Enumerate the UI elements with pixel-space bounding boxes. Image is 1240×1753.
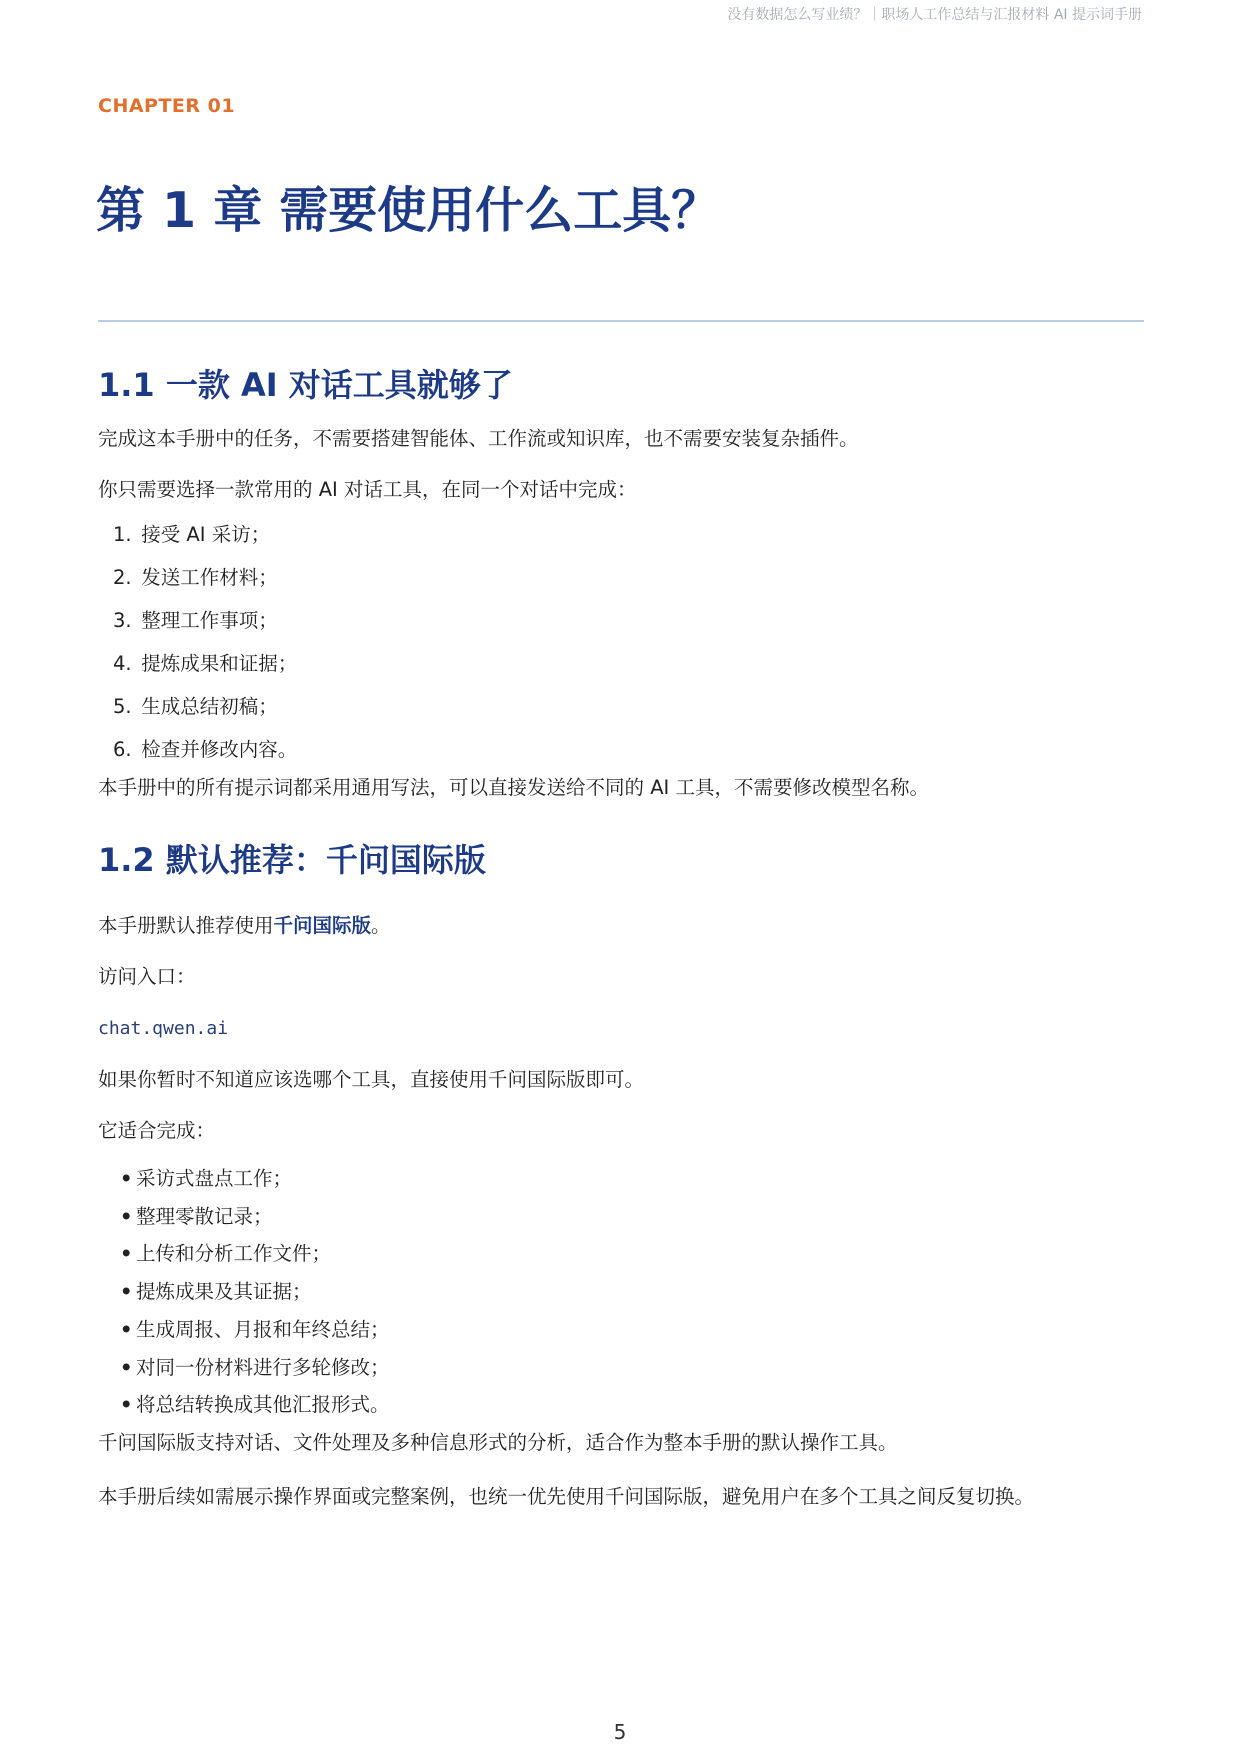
use-case-text: 生成周报、月报和年终总结；: [136, 1317, 390, 1341]
bullet-icon: •: [120, 1317, 133, 1341]
access-url: chat.qwen.ai: [98, 1018, 229, 1039]
use-cases-list: [98, 1160, 1144, 1424]
use-case-text: 将总结转换成其他汇报形式。: [136, 1393, 390, 1417]
bullet-icon: •: [120, 1355, 133, 1379]
recommend-suffix: 。: [371, 914, 391, 937]
page-number: 5: [613, 1720, 627, 1744]
paragraph-choose-tool: 你只需要选择一款常用的 AI 对话工具，在同一个对话中完成：: [98, 478, 637, 501]
step-text: 接受 AI 采访；: [141, 523, 271, 546]
section-heading-1-1: 1.1 一款 AI 对话工具就够了: [98, 366, 513, 404]
list-item: [98, 1349, 1144, 1387]
list-item: [98, 1198, 1144, 1236]
step-number: 1.: [113, 523, 132, 546]
steps-list: [98, 516, 1144, 769]
recommended-tool-name: 千问国际版: [273, 914, 372, 937]
list-item: [98, 1160, 1144, 1198]
step-number: 5.: [113, 695, 132, 718]
list-item: [98, 602, 1144, 640]
access-label: 访问入口：: [98, 965, 196, 988]
step-number: 4.: [113, 652, 132, 675]
page-content: [98, 360, 1144, 1519]
chapter-title: 第 1 章 需要使用什么工具？: [96, 182, 721, 239]
bullet-icon: •: [120, 1280, 133, 1304]
list-item: [98, 731, 1144, 769]
section-divider: [98, 320, 1144, 322]
use-case-text: 整理零散记录；: [136, 1204, 273, 1228]
use-case-text: 提炼成果及其证据；: [136, 1280, 312, 1304]
paragraph-unified-tool: 本手册后续如需展示操作界面或完整案例，也统一优先使用千问国际版，避免用户在多个工具之间反复切换。: [98, 1484, 1035, 1508]
access-url-line: [98, 1009, 1144, 1048]
recommend-prefix: 本手册默认推荐使用: [98, 914, 274, 937]
step-text: 检查并修改内容。: [141, 738, 298, 761]
step-number: 6.: [113, 738, 132, 761]
suitable-label: 它适合完成：: [98, 1119, 216, 1142]
step-number: 2.: [113, 566, 132, 589]
use-case-text: 采访式盘点工作；: [136, 1167, 293, 1190]
paragraph-default-choice: 如果你暂时不知道应该选哪个工具，直接使用千问国际版即可。: [98, 1068, 645, 1091]
paragraph-no-agent-needed: 完成这本手册中的任务，不需要搭建智能体、工作流或知识库，也不需要安装复杂插件。: [98, 427, 859, 450]
bullet-icon: •: [120, 1204, 133, 1228]
section-heading-1-2: 1.2 默认推荐：千问国际版: [98, 841, 486, 879]
list-item: [98, 645, 1144, 683]
bullet-icon: •: [120, 1167, 133, 1190]
bullet-icon: •: [120, 1242, 133, 1266]
list-item: [98, 1235, 1144, 1273]
list-item: [98, 1311, 1144, 1349]
use-case-text: 上传和分析工作文件；: [136, 1242, 332, 1266]
use-case-text: 对同一份材料进行多轮修改；: [136, 1355, 390, 1379]
list-item: [98, 1386, 1144, 1424]
running-header: 没有数据怎么写业绩？｜职场人工作总结与汇报材料 AI 提示词手册: [727, 7, 1142, 23]
step-text: 发送工作材料；: [141, 566, 278, 589]
step-number: 3.: [113, 609, 132, 632]
chapter-label: CHAPTER 01: [98, 95, 236, 117]
step-text: 整理工作事项；: [141, 609, 278, 632]
list-item: [98, 516, 1144, 554]
step-text: 生成总结初稿；: [141, 695, 278, 718]
step-text: 提炼成果和证据；: [141, 652, 298, 675]
paragraph-recommendation: [98, 907, 1144, 945]
bullet-icon: •: [120, 1393, 133, 1417]
list-item: [98, 688, 1144, 726]
paragraph-qwen-capabilities: 千问国际版支持对话、文件处理及多种信息形式的分析，适合作为整本手册的默认操作工具。: [98, 1430, 898, 1454]
paragraph-universal-prompts: 本手册中的所有提示词都采用通用写法，可以直接发送给不同的 AI 工具，不需要修改模型名称。: [98, 776, 929, 799]
list-item: [98, 559, 1144, 597]
list-item: [98, 1273, 1144, 1311]
